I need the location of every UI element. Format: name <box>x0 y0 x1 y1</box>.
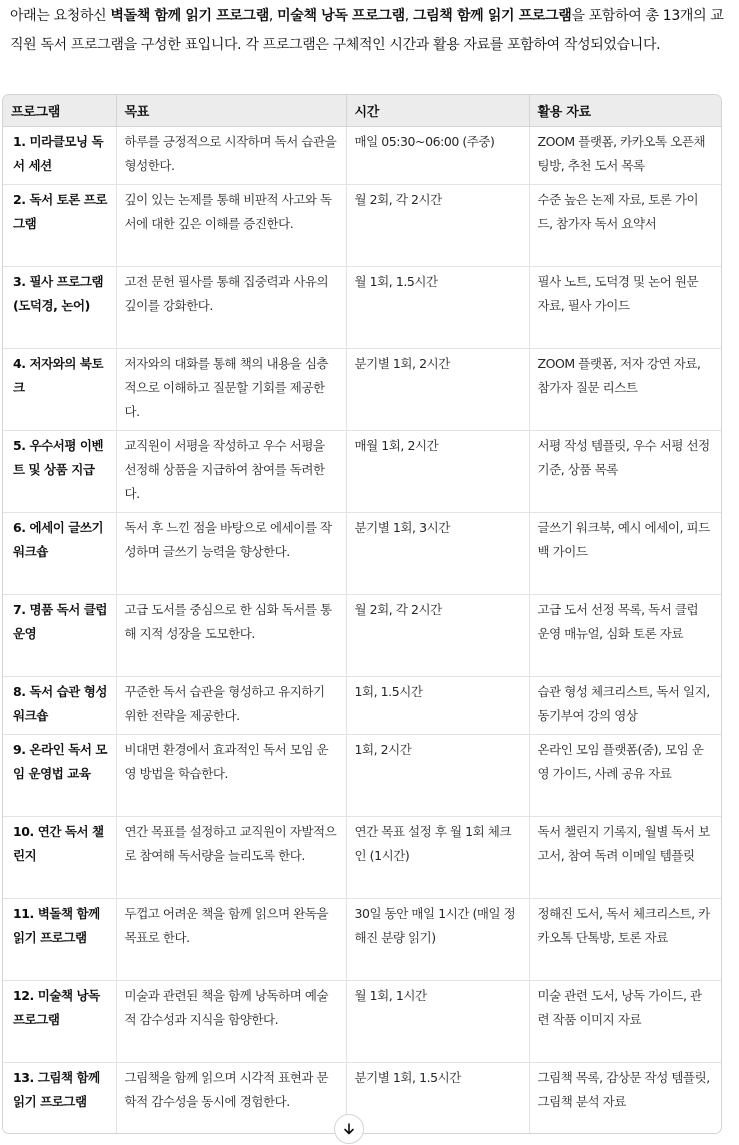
cell-goal: 연간 목표를 설정하고 교직원이 자발적으로 참여해 독서량을 늘리도록 한다. <box>116 817 346 899</box>
cell-time: 1회, 2시간 <box>346 735 529 817</box>
cell-program: 10. 연간 독서 챌린지 <box>3 817 116 899</box>
program-table-container[interactable] <box>2 94 722 1134</box>
cell-goal: 꾸준한 독서 습관을 형성하고 유지하기 위한 전략을 제공한다. <box>116 677 346 735</box>
cell-program: 4. 저자와의 북토크 <box>3 349 116 431</box>
cell-time: 월 2회, 각 2시간 <box>346 595 529 677</box>
table-row <box>3 267 721 349</box>
intro-text: 아래는 요청하신 <box>10 8 111 24</box>
cell-materials: 독서 챌린지 기록지, 월별 독서 보고서, 참여 독려 이메일 템플릿 <box>529 817 721 899</box>
program-table <box>3 95 721 1134</box>
cell-materials: 고급 도서 선정 목록, 독서 클럽 운영 매뉴얼, 심화 토론 자료 <box>529 595 721 677</box>
cell-program: 13. 그림책 함께 읽기 프로그램 <box>3 1063 116 1135</box>
cell-time: 30일 동안 매일 1시간 (매일 정해진 분량 읽기) <box>346 899 529 981</box>
cell-goal: 고급 도서를 중심으로 한 심화 독서를 통해 지적 성장을 도모한다. <box>116 595 346 677</box>
cell-goal: 두껍고 어려운 책을 함께 읽으며 완독을 목표로 한다. <box>116 899 346 981</box>
intro-text: 을 포함하여 총 13개의 교직원 독서 프로그램을 구성한 표입니다. 각 프로그램은 구체적인 시간과 활용 자료를 포함하여 작성되었습니다. <box>10 8 724 53</box>
table-row <box>3 981 721 1063</box>
cell-materials: ZOOM 플랫폼, 저자 강연 자료, 참가자 질문 리스트 <box>529 349 721 431</box>
cell-goal: 교직원이 서평을 작성하고 우수 서평을 선정해 상품을 지급하여 참여를 독려한다. <box>116 431 346 513</box>
cell-program: 5. 우수서평 이벤트 및 상품 지급 <box>3 431 116 513</box>
cell-program: 1. 미라클모닝 독서 세션 <box>3 127 116 185</box>
cell-program: 11. 벽돌책 함께 읽기 프로그램 <box>3 899 116 981</box>
table-row <box>3 677 721 735</box>
intro-separator: , <box>404 8 413 24</box>
cell-materials: 필사 노트, 도덕경 및 논어 원문 자료, 필사 가이드 <box>529 267 721 349</box>
cell-time: 1회, 1.5시간 <box>346 677 529 735</box>
cell-time: 연간 목표 설정 후 월 1회 체크인 (1시간) <box>346 817 529 899</box>
cell-materials: 수준 높은 논제 자료, 토론 가이드, 참가자 독서 요약서 <box>529 185 721 267</box>
cell-time: 분기별 1회, 2시간 <box>346 349 529 431</box>
scroll-to-bottom-button[interactable] <box>334 1114 364 1144</box>
cell-materials: 미술 관련 도서, 낭독 가이드, 관련 작품 이미지 자료 <box>529 981 721 1063</box>
cell-time: 분기별 1회, 1.5시간 <box>346 1063 529 1135</box>
cell-materials: 서평 작성 템플릿, 우수 서평 선정 기준, 상품 목록 <box>529 431 721 513</box>
table-row <box>3 185 721 267</box>
table-header-row <box>3 95 721 127</box>
table-row <box>3 735 721 817</box>
cell-goal: 독서 후 느낀 점을 바탕으로 에세이를 작성하며 글쓰기 능력을 향상한다. <box>116 513 346 595</box>
cell-program: 2. 독서 토론 프로그램 <box>3 185 116 267</box>
table-row <box>3 817 721 899</box>
header-materials: 활용 자료 <box>529 95 721 127</box>
cell-time: 매일 05:30~06:00 (주중) <box>346 127 529 185</box>
cell-program: 8. 독서 습관 형성 워크숍 <box>3 677 116 735</box>
cell-goal: 미술과 관련된 책을 함께 낭독하며 예술적 감수성과 지식을 함양한다. <box>116 981 346 1063</box>
cell-program: 9. 온라인 독서 모임 운영법 교육 <box>3 735 116 817</box>
intro-bold-brick-book: 벽돌책 함께 읽기 프로그램 <box>110 8 269 24</box>
header-program: 프로그램 <box>3 95 116 127</box>
table-row <box>3 899 721 981</box>
cell-time: 월 2회, 각 2시간 <box>346 185 529 267</box>
cell-materials: 글쓰기 워크북, 예시 에세이, 피드백 가이드 <box>529 513 721 595</box>
cell-materials: 정해진 도서, 독서 체크리스트, 카카오톡 단톡방, 토론 자료 <box>529 899 721 981</box>
cell-materials: 습관 형성 체크리스트, 독서 일지, 동기부여 강의 영상 <box>529 677 721 735</box>
header-goal: 목표 <box>116 95 346 127</box>
table-row <box>3 595 721 677</box>
cell-materials: 온라인 모임 플랫폼(줌), 모임 운영 가이드, 사례 공유 자료 <box>529 735 721 817</box>
cell-materials: ZOOM 플랫폼, 카카오톡 오픈채팅방, 추천 도서 목록 <box>529 127 721 185</box>
cell-program: 7. 명품 독서 클럽 운영 <box>3 595 116 677</box>
cell-program: 6. 에세이 글쓰기 워크숍 <box>3 513 116 595</box>
intro-bold-art-book: 미술책 낭독 프로그램 <box>277 8 405 24</box>
cell-time: 월 1회, 1시간 <box>346 981 529 1063</box>
intro-bold-picture-book: 그림책 함께 읽기 프로그램 <box>412 8 572 24</box>
cell-time: 매월 1회, 2시간 <box>346 431 529 513</box>
cell-goal: 깊이 있는 논제를 통해 비판적 사고와 독서에 대한 깊은 이해를 증진한다. <box>116 185 346 267</box>
cell-goal: 저자와의 대화를 통해 책의 내용을 심층적으로 이해하고 질문할 기회를 제공한다. <box>116 349 346 431</box>
arrow-down-icon <box>342 1122 356 1136</box>
intro-paragraph <box>10 2 730 60</box>
intro-separator: , <box>268 8 278 24</box>
cell-program: 3. 필사 프로그램 (도덕경, 논어) <box>3 267 116 349</box>
cell-goal: 비대면 환경에서 효과적인 독서 모임 운영 방법을 학습한다. <box>116 735 346 817</box>
table-row <box>3 513 721 595</box>
table-row <box>3 127 721 185</box>
header-time: 시간 <box>346 95 529 127</box>
table-row <box>3 349 721 431</box>
cell-time: 분기별 1회, 3시간 <box>346 513 529 595</box>
table-row <box>3 431 721 513</box>
cell-time: 월 1회, 1.5시간 <box>346 267 529 349</box>
cell-goal: 고전 문헌 필사를 통해 집중력과 사유의 깊이를 강화한다. <box>116 267 346 349</box>
cell-goal: 그림책을 함께 읽으며 시각적 표현과 문학적 감수성을 동시에 경험한다. <box>116 1063 346 1135</box>
cell-goal: 하루를 긍정적으로 시작하며 독서 습관을 형성한다. <box>116 127 346 185</box>
cell-program: 12. 미술책 낭독 프로그램 <box>3 981 116 1063</box>
cell-materials: 그림책 목록, 감상문 작성 템플릿, 그림책 분석 자료 <box>529 1063 721 1135</box>
